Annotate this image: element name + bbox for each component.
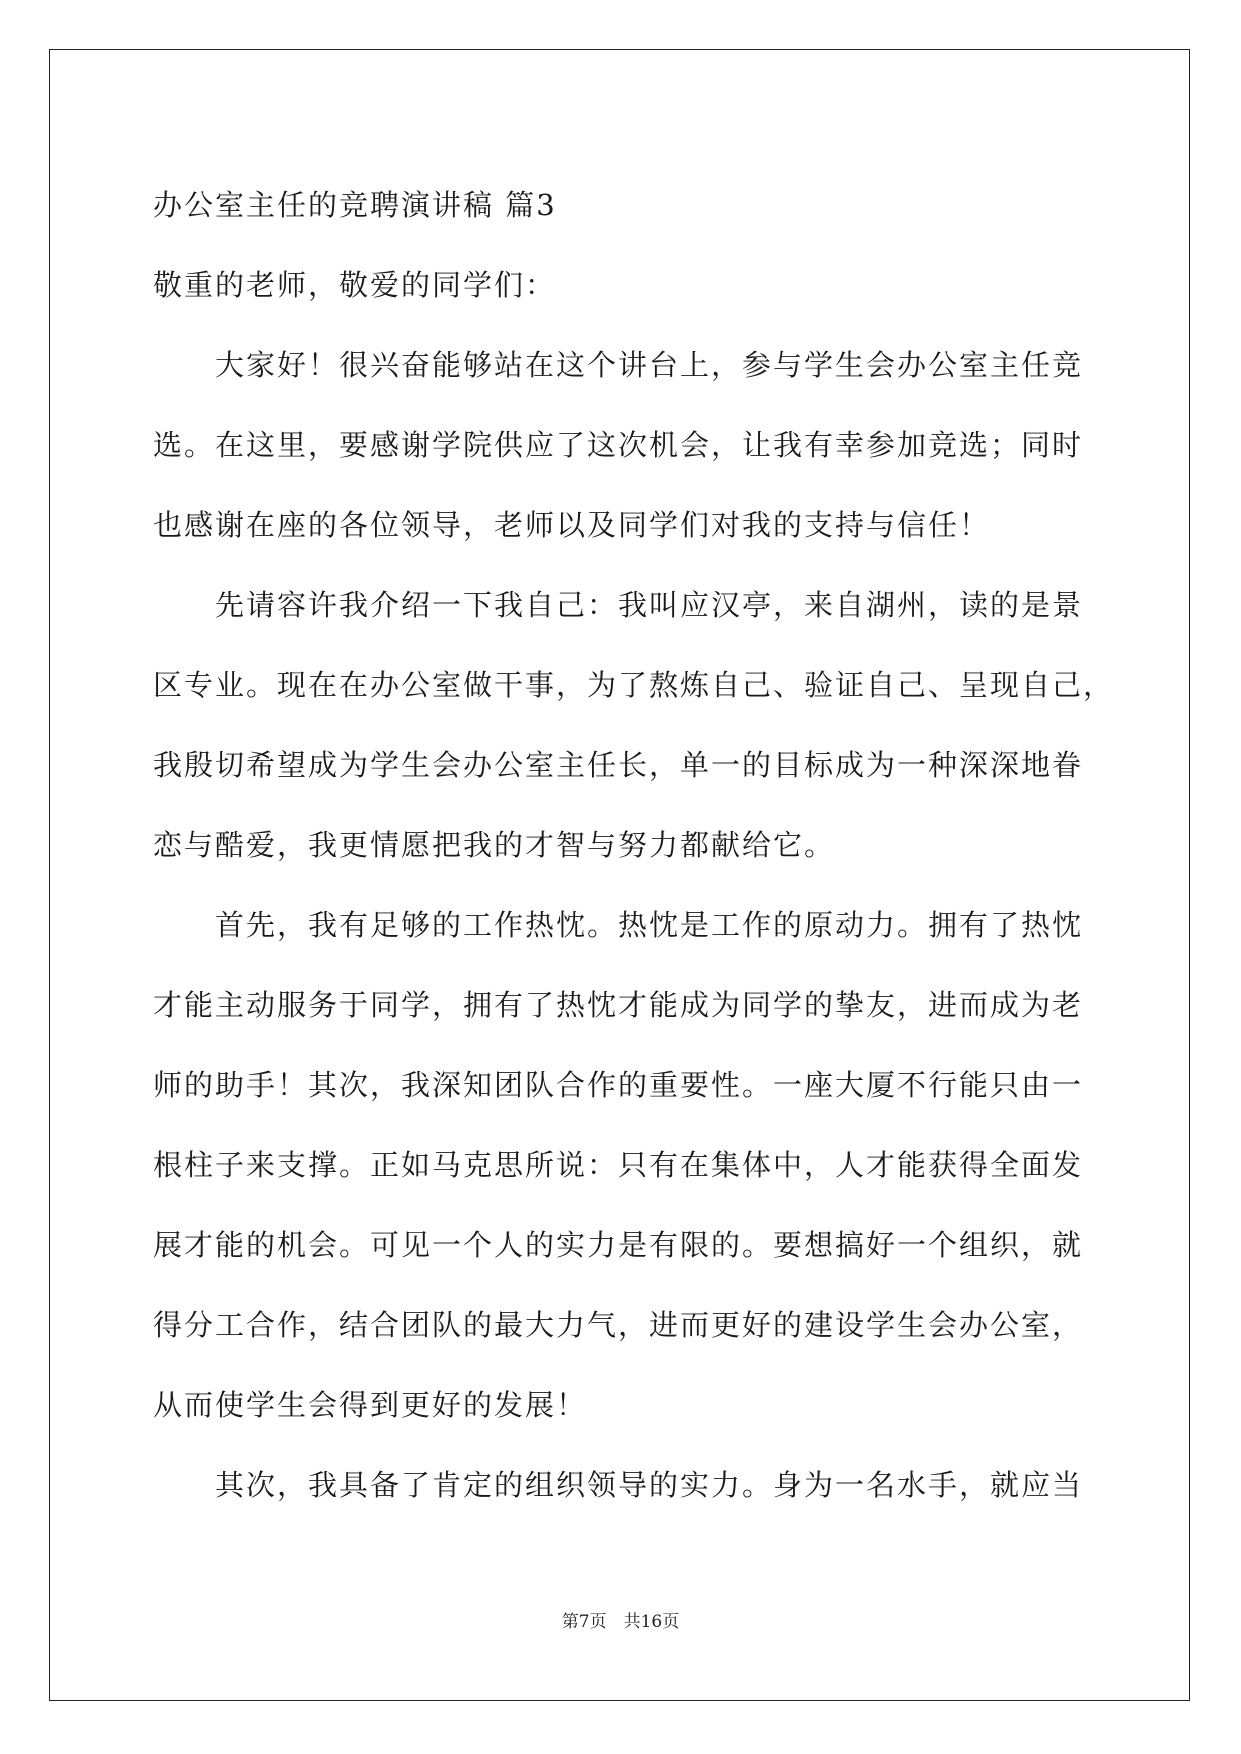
paragraph-line: 其次，我具备了肯定的组织领导的实力。身为一名水手，就应当 bbox=[215, 1468, 1084, 1502]
paragraph-line: 恋与酷爱，我更情愿把我的才智与努力都献给它。 bbox=[153, 828, 836, 862]
paragraph-line: 首先，我有足够的工作热忱。热忱是工作的原动力。拥有了热忱 bbox=[215, 908, 1084, 942]
paragraph-line: 大家好！很兴奋能够站在这个讲台上，参与学生会办公室主任竞 bbox=[215, 348, 1084, 382]
paragraph-line: 也感谢在座的各位领导，老师以及同学们对我的支持与信任！ bbox=[153, 508, 991, 542]
paragraph-line: 根柱子来支撑。正如马克思所说：只有在集体中，人才能获得全面发 bbox=[153, 1148, 1084, 1182]
page-number-footer: 第7页 共16页 bbox=[561, 1612, 680, 1632]
paragraph-line: 得分工合作，结合团队的最大力气，进而更好的建设学生会办公室， bbox=[153, 1308, 1084, 1342]
paragraph-line: 从而使学生会得到更好的发展！ bbox=[153, 1388, 588, 1422]
paragraph-line: 师的助手！其次，我深知团队合作的重要性。一座大厦不行能只由一 bbox=[153, 1068, 1084, 1102]
document-title: 办公室主任的竞聘演讲稿 篇3 bbox=[153, 188, 557, 222]
salutation: 敬重的老师，敬爱的同学们： bbox=[153, 268, 557, 302]
paragraph-line: 先请容许我介绍一下我自己：我叫应汉亭，来自湖州，读的是景 bbox=[215, 588, 1084, 622]
paragraph-line: 选。在这里，要感谢学院供应了这次机会，让我有幸参加竞选；同时 bbox=[153, 428, 1084, 462]
paragraph-line: 区专业。现在在办公室做干事，为了熬炼自己、验证自己、呈现自己， bbox=[153, 668, 1115, 702]
paragraph-line: 我殷切希望成为学生会办公室主任长，单一的目标成为一种深深地眷 bbox=[153, 748, 1084, 782]
paragraph-line: 展才能的机会。可见一个人的实力是有限的。要想搞好一个组织，就 bbox=[153, 1228, 1084, 1262]
document-body bbox=[153, 165, 1113, 1525]
paragraph-line: 才能主动服务于同学，拥有了热忱才能成为同学的挚友，进而成为老 bbox=[153, 988, 1084, 1022]
